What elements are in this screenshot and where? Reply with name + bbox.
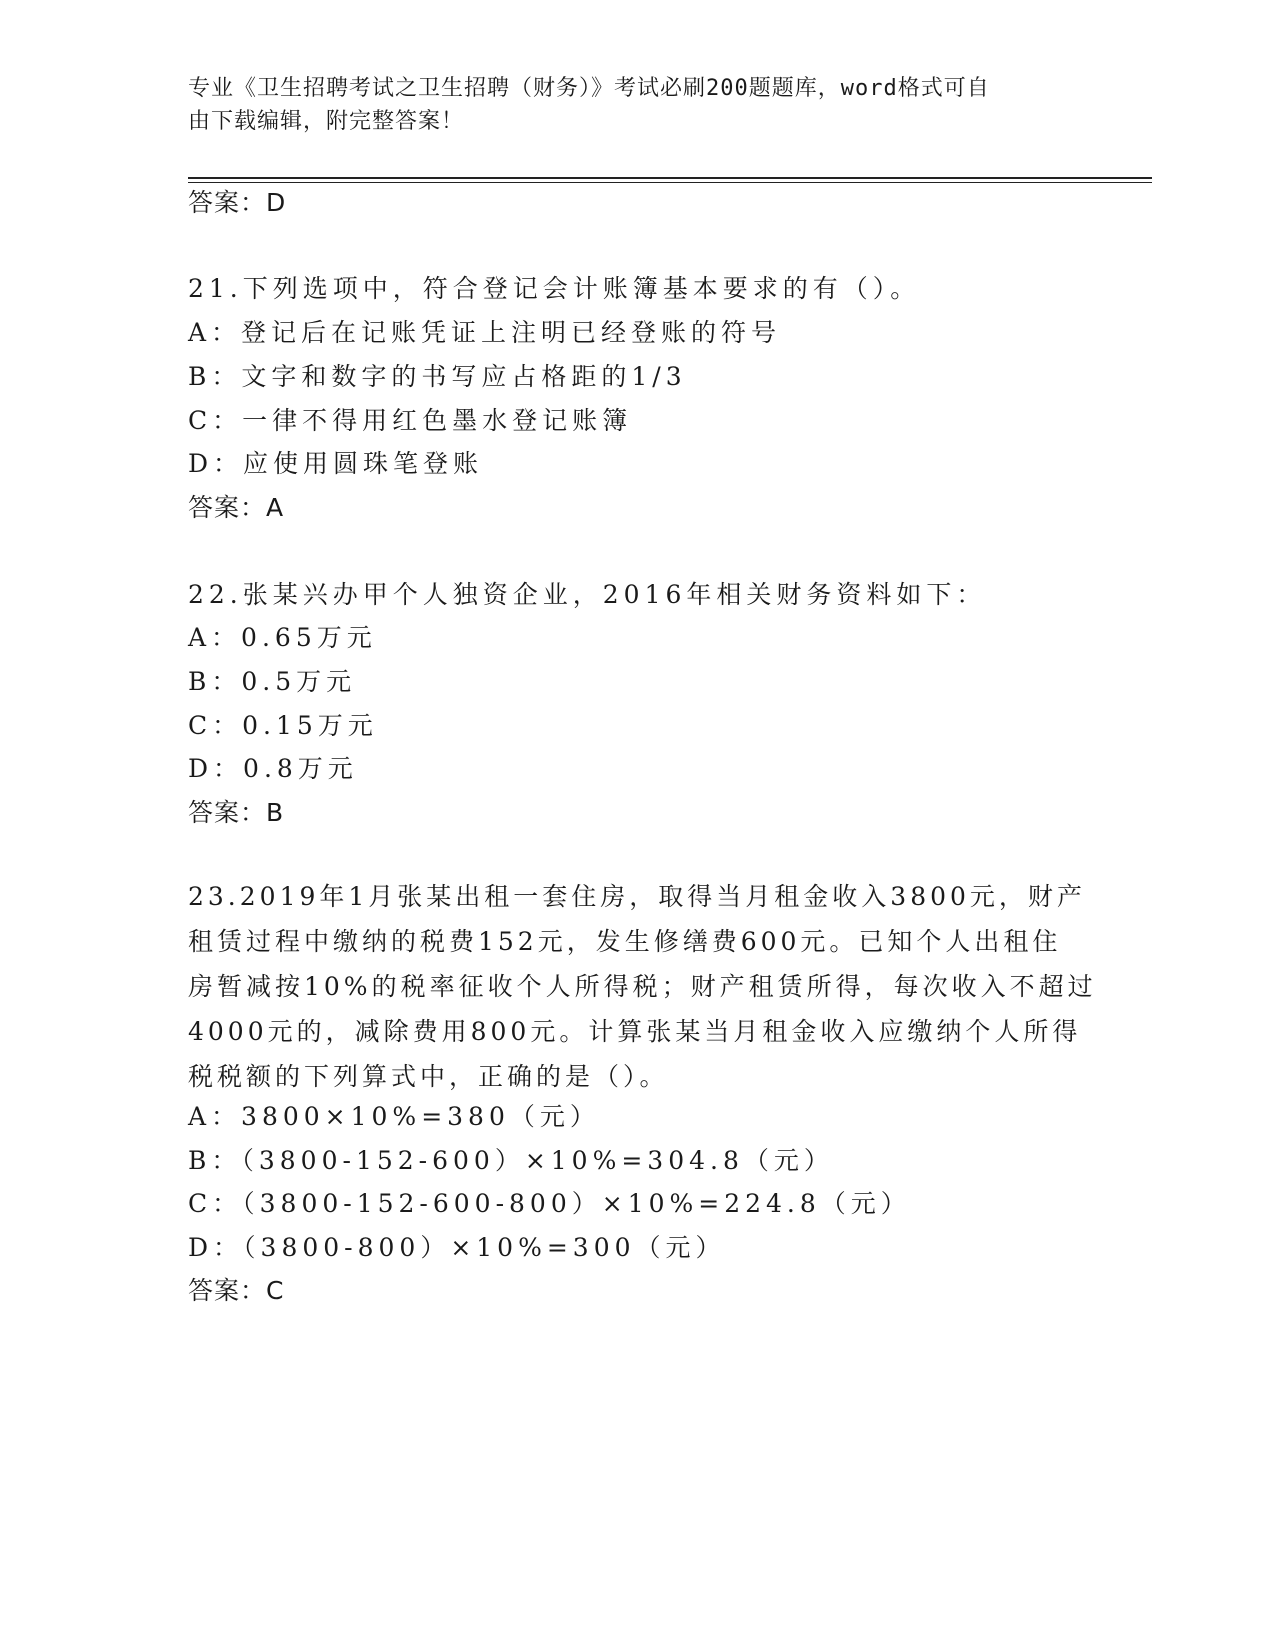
question-22-option-d: D：0.8万元: [188, 754, 358, 783]
header-line-1: 专业《卫生招聘考试之卫生招聘（财务）》考试必刷200题题库，word格式可自: [188, 76, 990, 101]
question-23-option-c: C：（3800-152-600-800）×10%=224.8（元）: [188, 1189, 911, 1218]
question-23-option-a: A：3800×10%=380（元）: [188, 1102, 600, 1131]
question-22-stem: 22.张某兴办甲个人独资企业，2016年相关财务资料如下：: [188, 580, 987, 609]
header-rule-thin: [188, 182, 1152, 183]
header-rule-thick: [188, 177, 1152, 179]
question-23-stem-line: 4000元的，减除费用800元。计算张某当月租金收入应缴纳个人所得: [188, 1017, 1082, 1046]
question-23-stem-line: 税税额的下列算式中，正确的是（）。: [188, 1062, 669, 1091]
question-22-option-c: C：0.15万元: [188, 711, 378, 740]
answer-previous: 答案：D: [188, 188, 287, 217]
question-23-stem-line: 23.2019年1月张某出租一套住房，取得当月租金收入3800元，财产: [188, 882, 1086, 911]
question-22-answer: 答案：B: [188, 798, 285, 827]
question-23-option-d: D：（3800-800）×10%=300（元）: [188, 1233, 726, 1262]
question-21-option-c: C：一律不得用红色墨水登记账簿: [188, 406, 633, 435]
question-21-option-a: A：登记后在记账凭证上注明已经登账的符号: [188, 318, 782, 347]
question-23-answer: 答案：C: [188, 1276, 285, 1305]
header-line-2: 由下载编辑，附完整答案！: [188, 109, 465, 134]
question-21-stem: 21.下列选项中，符合登记会计账簿基本要求的有（）。: [188, 274, 921, 303]
question-23-option-b: B：（3800-152-600）×10%=304.8（元）: [188, 1146, 834, 1175]
question-22-option-a: A：0.65万元: [188, 623, 377, 652]
question-22-option-b: B：0.5万元: [188, 667, 357, 696]
question-21-option-b: B：文字和数字的书写应占格距的1/3: [188, 362, 687, 391]
question-21-option-d: D：应使用圆珠笔登账: [188, 449, 484, 478]
question-21-answer: 答案：A: [188, 493, 285, 522]
question-23-stem-line: 房暂减按10%的税率征收个人所得税；财产租赁所得，每次收入不超过: [188, 972, 1097, 1001]
question-23-stem-line: 租赁过程中缴纳的税费152元，发生修缮费600元。已知个人出租住: [188, 927, 1062, 956]
document-header: [188, 72, 1068, 138]
question-23-stem: [188, 874, 1097, 1099]
